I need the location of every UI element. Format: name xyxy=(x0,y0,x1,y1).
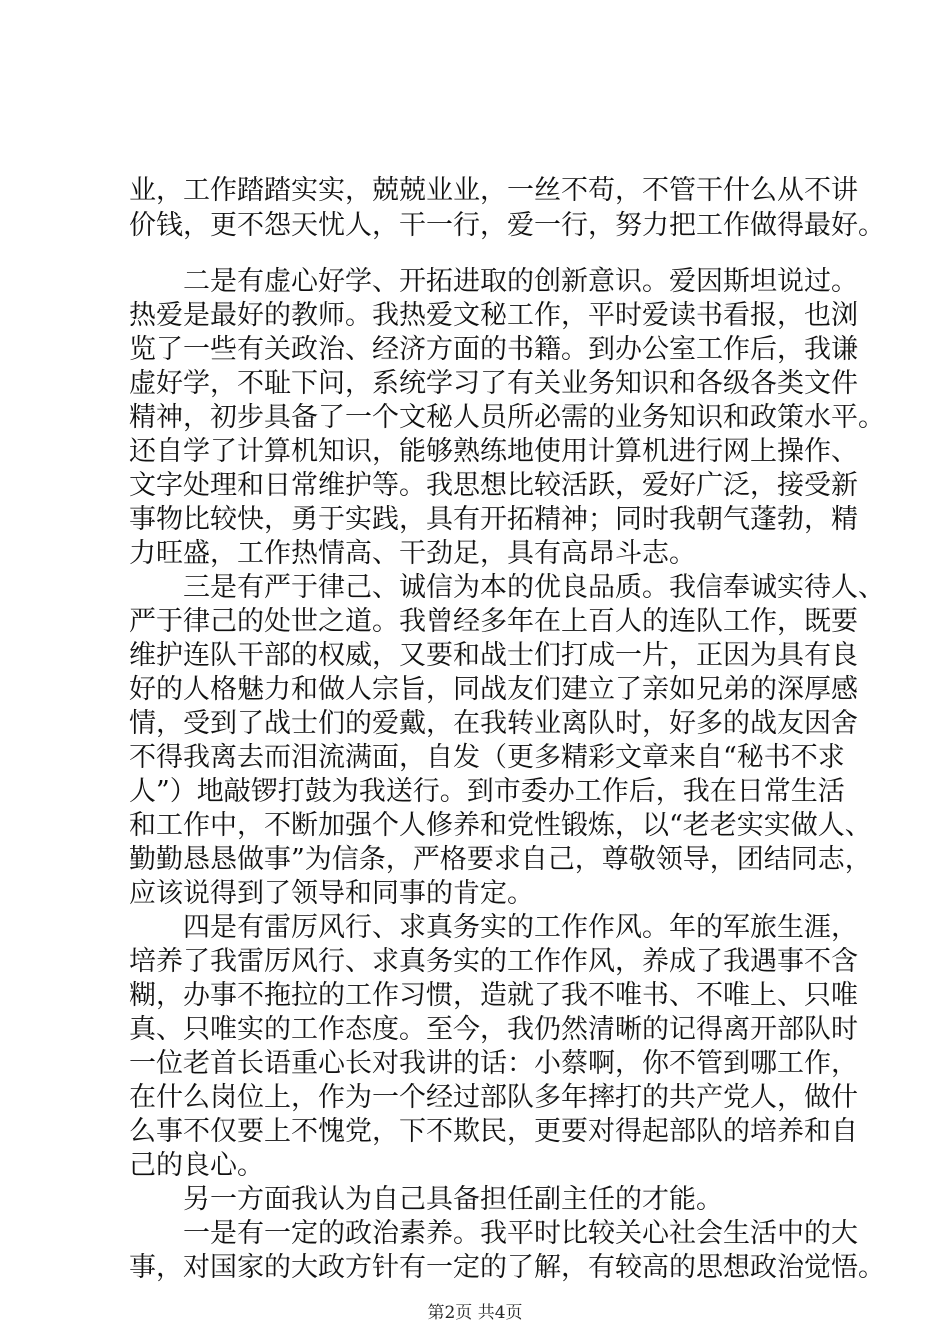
page-label: 第2页 共4页 xyxy=(427,1303,523,1323)
text-line: 维护连队干部的权威，又要和战士们打成一片，正因为具有良 xyxy=(129,640,858,671)
text-line: 糊，办事不拖拉的工作习惯，造就了我不唯书、不唯上、只唯 xyxy=(129,980,858,1011)
text-line: 么事不仅要上不愧党，下不欺民，更要对得起部队的培养和自 xyxy=(129,1116,858,1147)
text-line: 另一方面我认为自己具备担任副主任的才能。 xyxy=(183,1184,723,1215)
text-line: 己的良心。 xyxy=(129,1150,264,1181)
text-line: 文字处理和日常维护等。我思想比较活跃，爱好广泛，接受新 xyxy=(129,470,858,501)
text-line: 还自学了计算机知识，能够熟练地使用计算机进行网上操作、 xyxy=(129,436,858,467)
text-line: 业，工作踏踏实实，兢兢业业，一丝不苟，不管干什么从不讲 xyxy=(129,175,858,206)
text-line: 情，受到了战士们的爱戴，在我转业离队时，好多的战友因舍 xyxy=(129,708,858,739)
text-line: 价钱，更不怨天忧人，干一行，爱一行，努力把工作做得最好。 xyxy=(129,210,885,241)
text-line: 事，对国家的大政方针有一定的了解，有较高的思想政治觉悟。 xyxy=(129,1252,885,1283)
text-line: 好的人格魅力和做人宗旨，同战友们建立了亲如兄弟的深厚感 xyxy=(129,674,858,705)
text-line: 培养了我雷厉风行、求真务实的工作作风，养成了我遇事不含 xyxy=(129,946,858,977)
text-line: 人”）地敲锣打鼓为我送行。到市委办工作后，我在日常生活 xyxy=(129,776,845,807)
text-line: 四是有雷厉风行、求真务实的工作作风。年的军旅生涯， xyxy=(183,912,858,943)
text-line: 勤勤恳恳做事”为信条，严格要求自己，尊敬领导，团结同志， xyxy=(129,844,872,875)
text-line: 力旺盛，工作热情高、干劲足，具有高昂斗志。 xyxy=(129,538,696,569)
text-line: 虚好学，不耻下问，系统学习了有关业务知识和各级各类文件 xyxy=(129,368,858,399)
text-line: 览了一些有关政治、经济方面的书籍。到办公室工作后，我谦 xyxy=(129,334,858,365)
text-line: 事物比较快，勇于实践，具有开拓精神；同时我朝气蓬勃，精 xyxy=(129,504,858,535)
text-line: 热爱是最好的教师。我热爱文秘工作，平时爱读书看报，也浏 xyxy=(129,300,858,331)
text-line: 三是有严于律己、诚信为本的优良品质。我信奉诚实待人、 xyxy=(183,572,885,603)
page-number-footer xyxy=(0,1302,950,1324)
text-line: 真、只唯实的工作态度。至今，我仍然清晰的记得离开部队时 xyxy=(129,1014,858,1045)
text-line: 应该说得到了领导和同事的肯定。 xyxy=(129,878,534,909)
text-line: 不得我离去而泪流满面，自发（更多精彩文章来自“秘书不求 xyxy=(129,742,845,773)
text-line: 在什么岗位上，作为一个经过部队多年摔打的共产党人，做什 xyxy=(129,1082,858,1113)
text-line: 一位老首长语重心长对我讲的话：小蔡啊，你不管到哪工作， xyxy=(129,1048,858,1079)
text-line: 精神，初步具备了一个文秘人员所必需的业务知识和政策水平。 xyxy=(129,402,885,433)
text-line: 二是有虚心好学、开拓进取的创新意识。爱因斯坦说过。 xyxy=(183,266,858,297)
text-line: 一是有一定的政治素养。我平时比较关心社会生活中的大 xyxy=(183,1218,858,1249)
text-line: 和工作中，不断加强个人修养和党性锻炼，以“老老实实做人、 xyxy=(129,810,872,841)
text-line: 严于律己的处世之道。我曾经多年在上百人的连队工作，既要 xyxy=(129,606,858,637)
